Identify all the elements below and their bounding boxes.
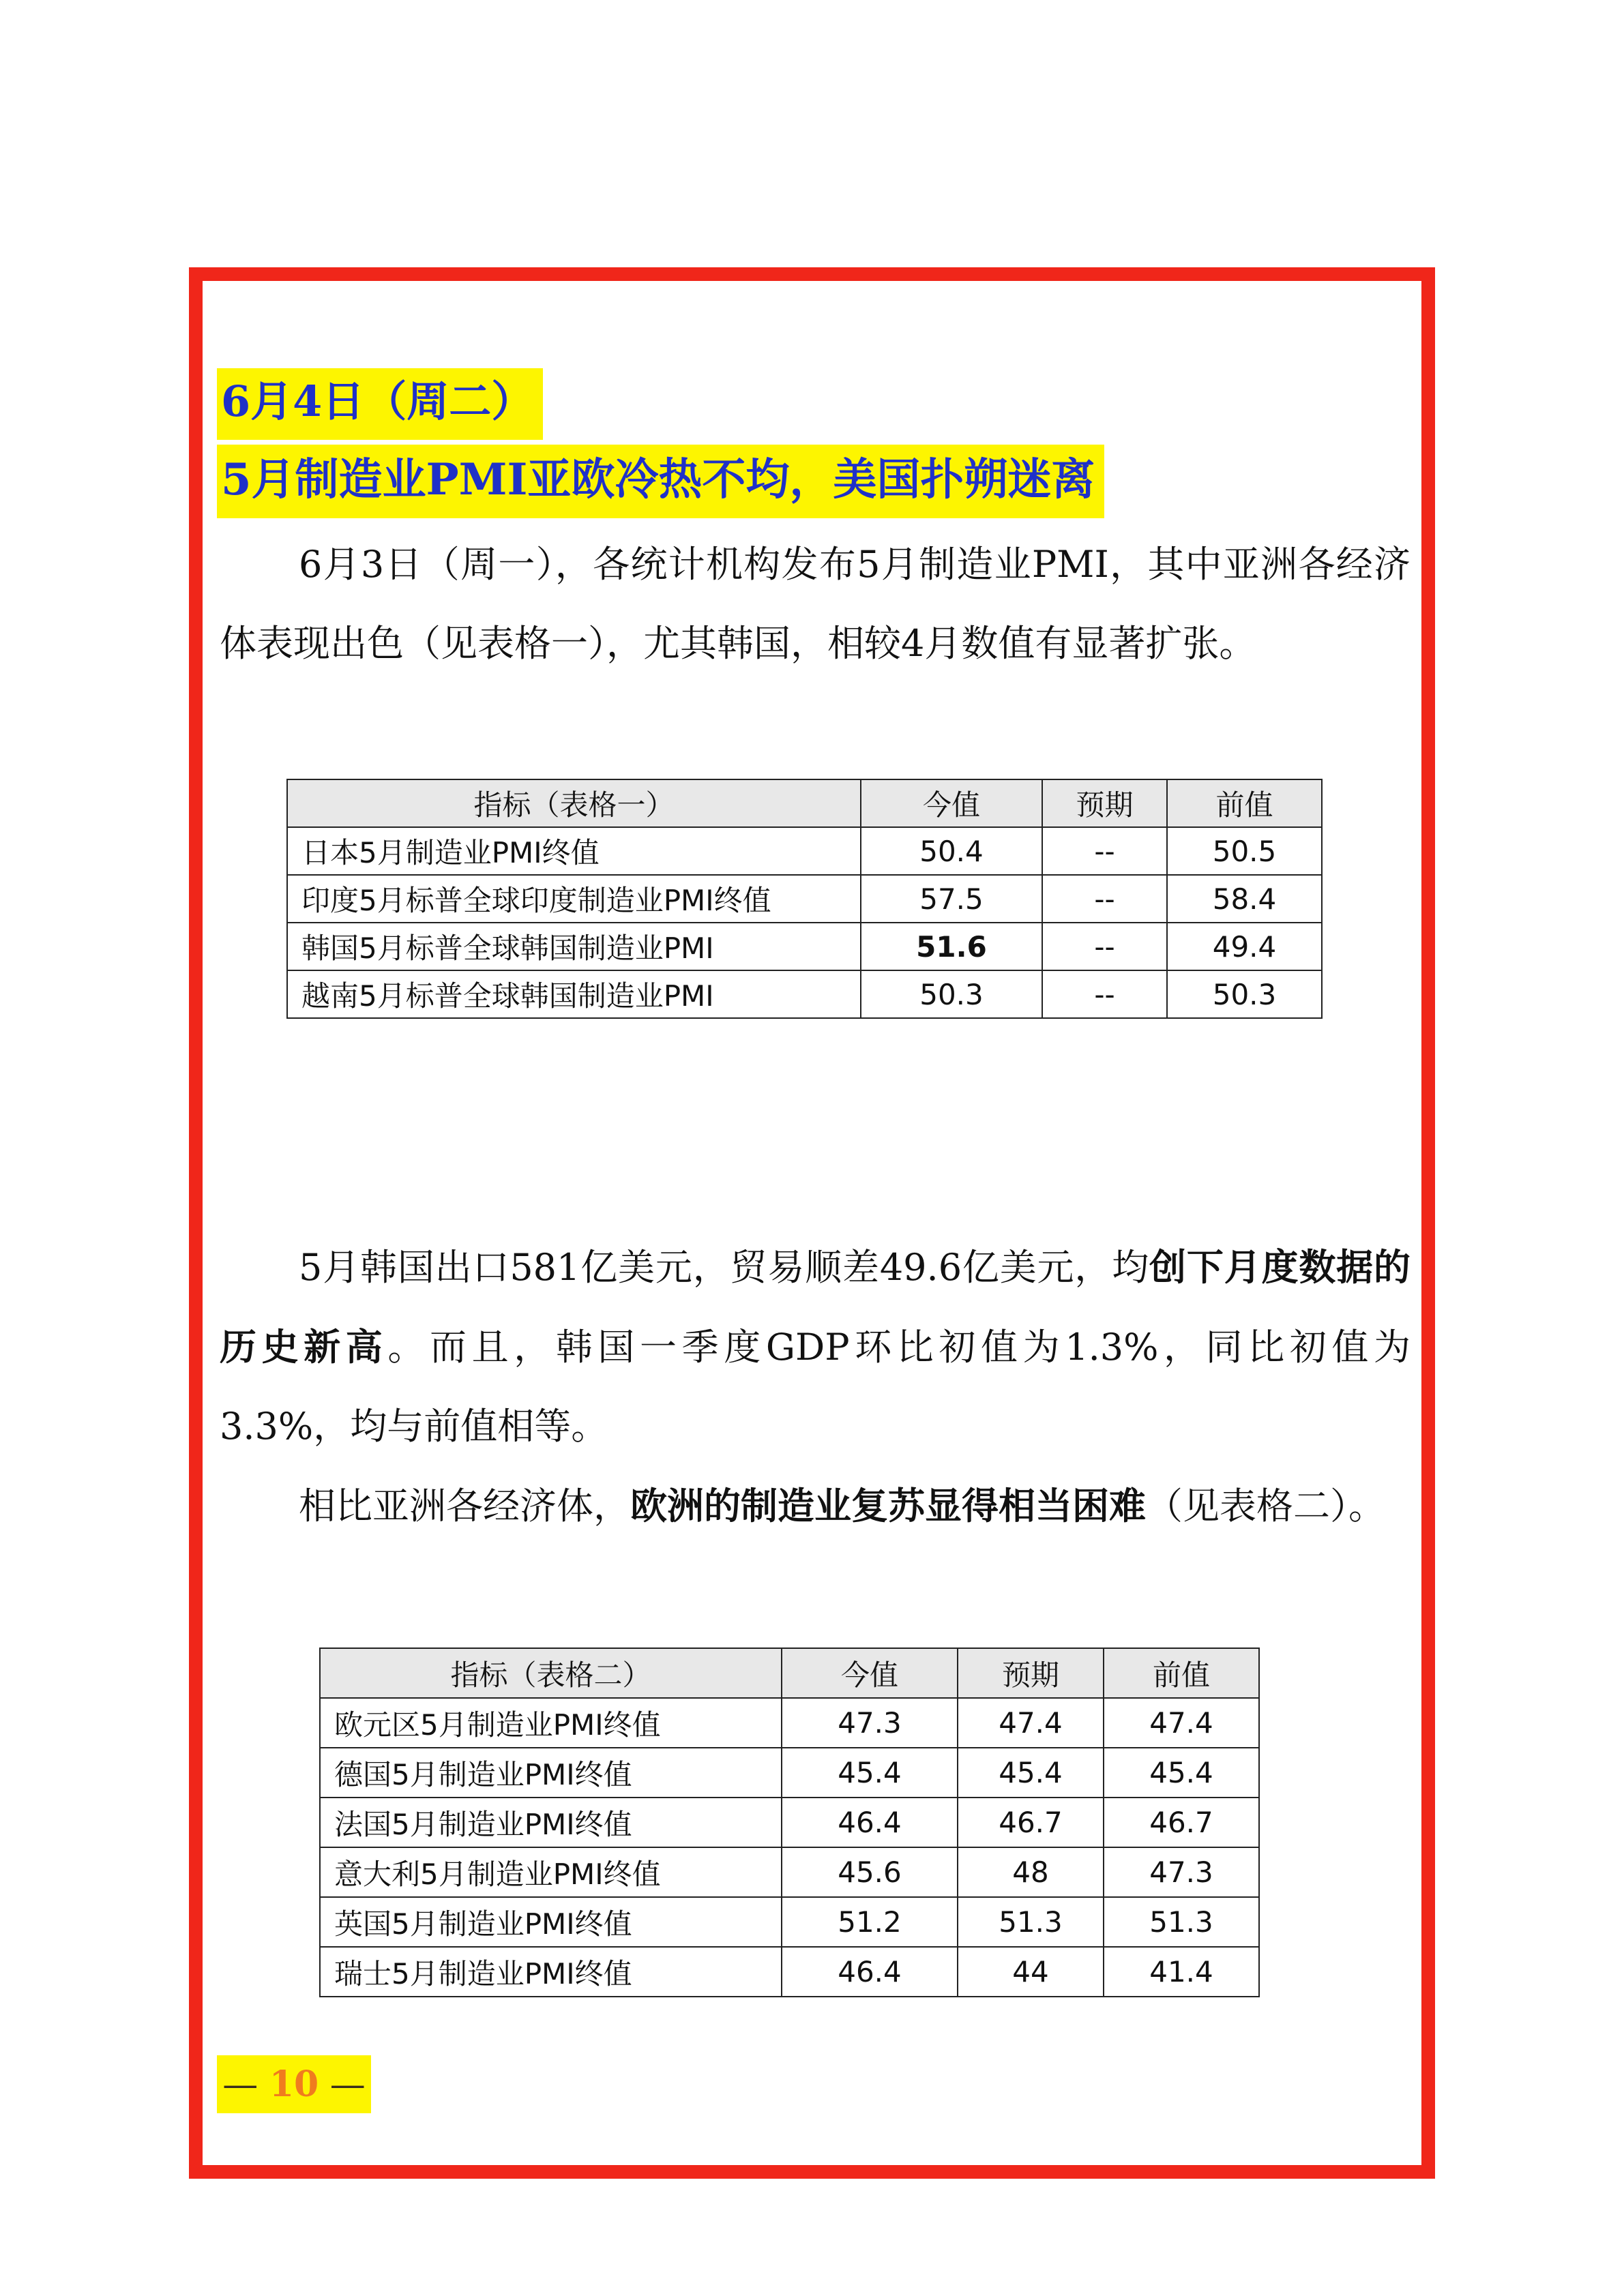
paragraph-2-emphasis: 创下月度数据的历史新高 [220,1245,1411,1369]
actual-cell: 45.6 [782,1847,958,1897]
forecast-cell: 47.4 [958,1698,1104,1748]
indicator-cell: 法国5月制造业PMI终值 [320,1798,782,1847]
paragraph-1: 6月3日（周一），各统计机构发布5月制造业PMI，其中亚洲各经济体表现出色（见表格一），尤其韩国，相较4月数值有显著扩张。 [220,543,1411,665]
indicator-cell: 越南5月标普全球韩国制造业PMI [287,970,861,1018]
actual-cell: 51.6 [861,923,1042,970]
header-previous: 前值 [1167,779,1322,827]
previous-cell: 47.3 [1104,1847,1259,1897]
previous-cell: 46.7 [1104,1798,1259,1847]
forecast-cell: 44 [958,1947,1104,1997]
forecast-cell: -- [1042,875,1167,923]
table-row [320,1897,1259,1947]
paragraph-3 [220,1466,1411,1546]
table-row [320,1947,1259,1997]
page-number-dash-right: — [329,2064,366,2105]
indicator-cell: 韩国5月标普全球韩国制造业PMI [287,923,861,970]
forecast-cell: -- [1042,827,1167,875]
forecast-cell: 48 [958,1847,1104,1897]
article-title: 5月制造业PMI亚欧冷热不均，美国扑朔迷离 [217,445,1104,518]
indicator-cell: 德国5月制造业PMI终值 [320,1748,782,1798]
page-number-dash-left: — [222,2064,259,2105]
table-row [320,1847,1259,1897]
forecast-cell: -- [1042,970,1167,1018]
page-number-value: 10 [269,2063,319,2105]
previous-cell: 45.4 [1104,1748,1259,1798]
actual-cell: 46.4 [782,1798,958,1847]
paragraph-2-part-b: 。而且，韩国一季度GDP环比初值为1.3%，同比初值为3.3%，均与前值相等。 [220,1326,1411,1448]
paragraph-3-emphasis: 欧洲的制造业复苏显得相当困难 [630,1484,1146,1527]
table-row [287,827,1322,875]
indicator-cell: 意大利5月制造业PMI终值 [320,1847,782,1897]
actual-cell: 51.2 [782,1897,958,1947]
header-forecast: 预期 [958,1648,1104,1698]
actual-cell: 50.4 [861,827,1042,875]
previous-cell: 50.3 [1167,970,1322,1018]
header-indicator: 指标（表格一） [287,779,861,827]
header-previous: 前值 [1104,1648,1259,1698]
forecast-cell: -- [1042,923,1167,970]
previous-cell: 47.4 [1104,1698,1259,1748]
header-actual: 今值 [861,779,1042,827]
actual-cell: 47.3 [782,1698,958,1748]
table-europe-pmi [319,1648,1260,1997]
table-row [320,1798,1259,1847]
indicator-cell: 日本5月制造业PMI终值 [287,827,861,875]
actual-cell: 46.4 [782,1947,958,1997]
table-row [287,875,1322,923]
page-number [217,2055,371,2113]
forecast-cell: 46.7 [958,1798,1104,1847]
previous-cell: 41.4 [1104,1947,1259,1997]
paragraph-2 [220,1227,1411,1466]
actual-cell: 57.5 [861,875,1042,923]
previous-cell: 58.4 [1167,875,1322,923]
paragraph-3-part-b: （见表格二）。 [1146,1485,1385,1527]
forecast-cell: 45.4 [958,1748,1104,1798]
paragraph-2-part-a: 5月韩国出口581亿美元，贸易顺差49.6亿美元，均 [299,1246,1150,1289]
actual-cell: 50.3 [861,970,1042,1018]
date-heading: 6月4日（周二） [217,368,543,440]
previous-cell: 51.3 [1104,1897,1259,1947]
indicator-cell: 印度5月标普全球印度制造业PMI终值 [287,875,861,923]
previous-cell: 49.4 [1167,923,1322,970]
indicator-cell: 欧元区5月制造业PMI终值 [320,1698,782,1748]
header-forecast: 预期 [1042,779,1167,827]
table-row [320,1748,1259,1798]
table-header-row [320,1648,1259,1698]
table-row [320,1698,1259,1748]
table-header-row [287,779,1322,827]
indicator-cell: 英国5月制造业PMI终值 [320,1897,782,1947]
indicator-cell: 瑞士5月制造业PMI终值 [320,1947,782,1997]
table-row [287,923,1322,970]
paragraph-3-part-a: 相比亚洲各经济体， [299,1485,630,1527]
actual-cell: 45.4 [782,1748,958,1798]
table-asia-pmi [286,779,1323,1019]
forecast-cell: 51.3 [958,1897,1104,1947]
header-indicator: 指标（表格二） [320,1648,782,1698]
previous-cell: 50.5 [1167,827,1322,875]
header-actual: 今值 [782,1648,958,1698]
table-row [287,970,1322,1018]
